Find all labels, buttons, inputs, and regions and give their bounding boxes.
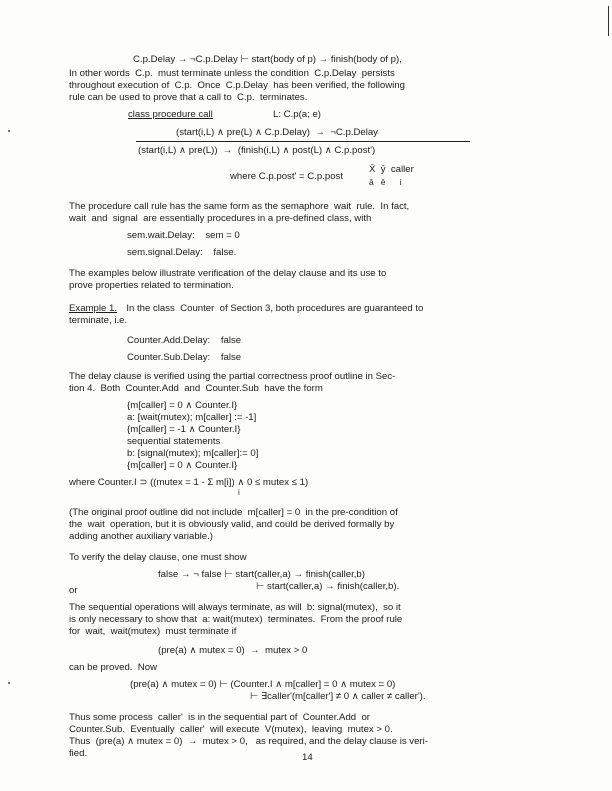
- text-line: Thus some process caller' is in the sequential part of Counter.Add or: [69, 712, 370, 723]
- definition-line: Counter.Add.Delay: false: [127, 335, 242, 346]
- text-line: wait and signal are essentially procedures in a pre-defined class, with: [69, 213, 372, 224]
- substitution-top: X̄ ȳ caller: [369, 164, 414, 175]
- formula-line: ⊢ start(caller,a) → finish(caller,b).: [256, 581, 400, 592]
- text-line: The procedure call rule has the same form as the semaphore wait rule. In fact,: [69, 201, 410, 212]
- text-line: the wait operation, but it is obviously valid, and could be derived formally by: [69, 519, 395, 530]
- text-line: throughout execution of C.p. Once C.p.Delay has been verified, the following: [69, 80, 405, 91]
- text-line: is only necessary to show that a: wait(mutex) terminates. From the proof rule: [69, 614, 403, 625]
- proof-outline-line: {m[caller] = 0 ∧ Counter.I}: [127, 400, 238, 411]
- text-line: In other words C.p. must terminate unless the condition C.p.Delay persists: [69, 68, 395, 79]
- proof-outline-line: {m[caller] = -1 ∧ Counter.I}: [127, 424, 241, 435]
- formula-line: false → ¬ false ⊢ start(caller,a) → finish(caller,b): [158, 569, 365, 580]
- text-line: The sequential operations will always terminate, as will b: signal(mutex), so it: [69, 602, 401, 613]
- text-line: adding another auxiliary variable.): [69, 531, 213, 542]
- proof-outline-line: b: [signal(mutex); m[caller]:= 0]: [127, 448, 259, 459]
- definition-line: sem.wait.Delay: sem = 0: [127, 230, 240, 241]
- text-line: The examples below illustrate verification of the delay clause and its use to: [69, 268, 387, 279]
- definition-line: sem.signal.Delay: false.: [127, 247, 237, 258]
- proof-outline-line: a: [wait(mutex); m[caller] := -1]: [127, 412, 257, 423]
- page-number: 14: [302, 752, 313, 763]
- rule-title: class procedure call: [128, 109, 213, 120]
- inference-line: [136, 141, 470, 142]
- margin-dot-left: [8, 682, 10, 684]
- proof-outline-line: {m[caller] = 0 ∧ Counter.I}: [127, 460, 238, 471]
- right-edge-mark: [608, 6, 609, 36]
- rule-conclusion: (start(i,L) ∧ pre(L)) → (finish(i,L) ∧ post(L) ∧ C.p.post'): [138, 145, 376, 156]
- text-line: terminate, i.e.: [69, 315, 128, 326]
- text-line: tion 4. Both Counter.Add and Counter.Sub have the form: [69, 383, 323, 394]
- rule-premise: (start(i,L) ∧ pre(L) ∧ C.p.Delay) → ¬C.p.Delay: [176, 127, 378, 138]
- post-definition: where C.p.post' = C.p.post: [230, 171, 344, 182]
- formula-line: ⊢ ∃caller'(m[caller'] ≠ 0 ∧ caller ≠ caller').: [250, 691, 426, 702]
- text-line: prove properties related to termination.: [69, 280, 234, 291]
- or-label: or: [69, 585, 78, 596]
- substitution-bottom: ā ē i: [369, 177, 402, 187]
- formula-line: C.p.Delay → ¬C.p.Delay ⊢ start(body of p) → finish(body of p),: [133, 54, 402, 65]
- text-line: To verify the delay clause, one must show: [69, 552, 247, 563]
- rule-label: L: C.p(a; e): [273, 109, 321, 120]
- text-line: (The original proof outline did not include m[caller] = 0 in the pre-condition of: [69, 507, 398, 518]
- invariant-line: where Counter.I ⊃ ((mutex = 1 - Σ m[i]) ∧ 0 ≤ mutex ≤ 1): [69, 477, 309, 488]
- formula-line: (pre(a) ∧ mutex = 0) ⊢ (Counter.I ∧ m[caller] = 0 ∧ mutex = 0): [130, 679, 396, 690]
- formula-line: (pre(a) ∧ mutex = 0) → mutex > 0: [158, 645, 308, 656]
- sum-index: i: [238, 488, 240, 497]
- proof-outline-line: sequential statements: [127, 436, 221, 447]
- margin-dot-left: [8, 130, 10, 132]
- text-line: rule can be used to prove that a call to C.p. terminates.: [69, 92, 308, 103]
- definition-line: Counter.Sub.Delay: false: [127, 352, 242, 363]
- text-line: Counter.Sub. Eventually caller' will execute V(mutex), leaving mutex > 0.: [69, 724, 393, 735]
- text-line: fied.: [69, 748, 88, 759]
- text-line: for wait, wait(mutex) must terminate if: [69, 626, 237, 637]
- text-line: can be proved. Now: [69, 662, 157, 673]
- example-heading: Example 1.: [69, 303, 117, 314]
- text-line: The delay clause is verified using the partial correctness proof outline in Sec-: [69, 371, 396, 382]
- text-line: Thus (pre(a) ∧ mutex = 0) → mutex > 0, as required, and the delay clause is veri-: [69, 736, 428, 747]
- text-line: In the class Counter of Section 3, both procedures are guaranteed to: [121, 303, 424, 314]
